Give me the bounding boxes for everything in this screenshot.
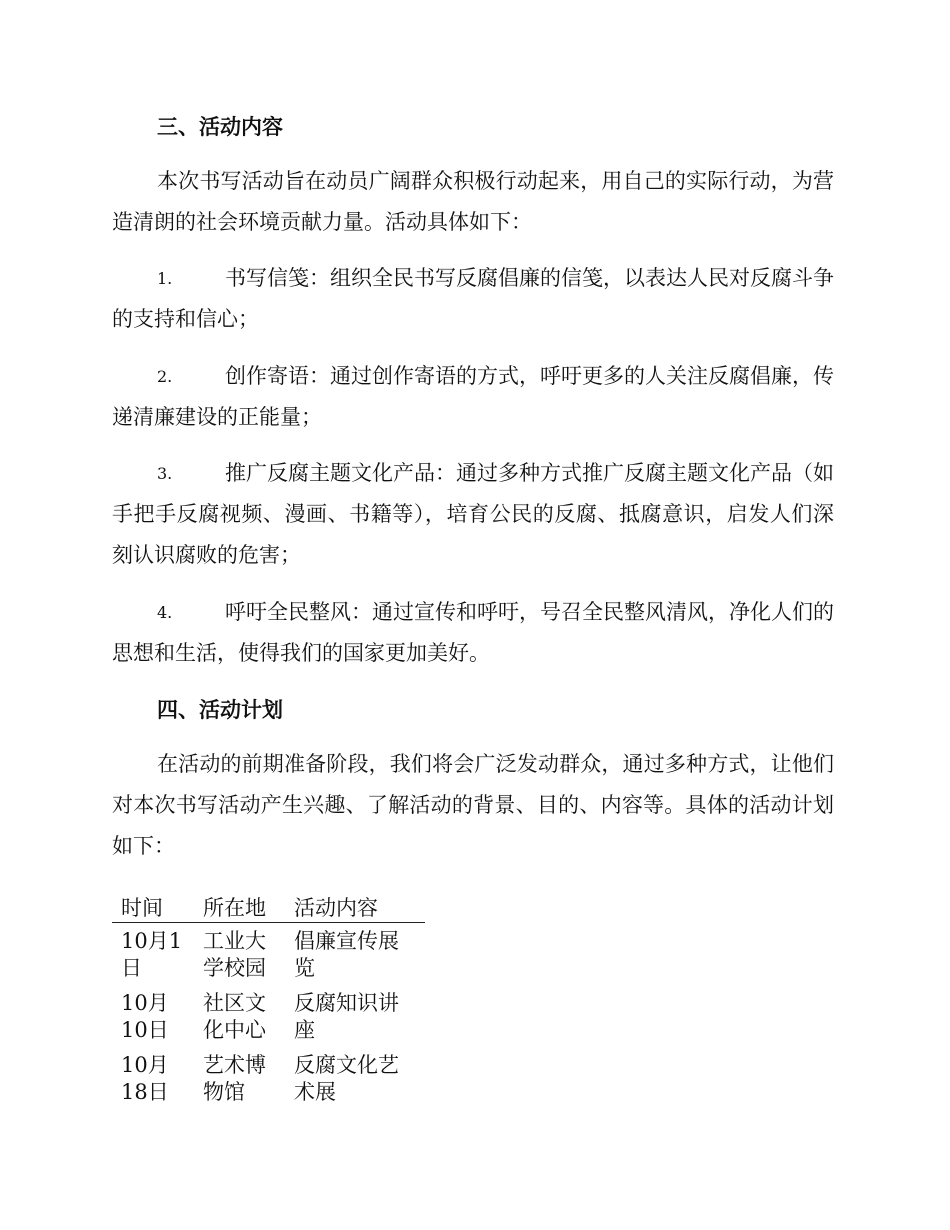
list-item-text: 推广反腐主题文化产品：通过多种方式推广反腐主题文化产品（如手把手反腐视频、漫画、书籍等），培育公民的反腐、抵腐意识，启发人们深刻认识腐败的危害； — [112, 461, 834, 567]
list-item-number: 2. — [157, 367, 173, 386]
cell-time: 10月10日 — [121, 991, 169, 1042]
cell-content: 反腐知识讲座 — [294, 991, 399, 1042]
column-header-time: 时间 — [121, 896, 163, 920]
list-item — [112, 356, 834, 438]
list-item — [112, 453, 834, 576]
table-row — [112, 1047, 425, 1109]
cell-time: 10月1日 — [121, 929, 183, 980]
column-header-content: 活动内容 — [294, 896, 378, 920]
section-heading-plan: 四、活动计划 — [157, 697, 283, 722]
section-intro-paragraph: 本次书写活动旨在动员广阔群众积极行动起来，用自己的实际行动，为营造清朗的社会环境贡献力量。活动具体如下： — [112, 169, 834, 234]
cell-place: 工业大学校园 — [203, 929, 266, 980]
list-item-number: 4. — [157, 603, 173, 622]
cell-place: 社区文化中心 — [203, 991, 266, 1042]
list-item-number: 3. — [157, 464, 173, 483]
cell-content: 倡廉宣传展览 — [294, 929, 399, 980]
list-item-text: 书写信笺：组织全民书写反腐倡廉的信笺，以表达人民对反腐斗争的支持和信心； — [112, 266, 834, 331]
cell-time: 10月18日 — [121, 1053, 169, 1104]
cell-place: 艺术博物馆 — [203, 1053, 266, 1104]
table-row — [112, 923, 425, 985]
list-item-number: 1. — [157, 269, 173, 288]
list-item-text: 呼吁全民整风：通过宣传和呼吁，号召全民整风清风，净化人们的思想和生活，使得我们的国家更加美好。 — [112, 600, 834, 665]
table-row — [112, 985, 425, 1047]
list-item-text: 创作寄语：通过创作寄语的方式，呼吁更多的人关注反腐倡廉，传递清廉建设的正能量； — [112, 364, 834, 429]
table-header — [112, 891, 425, 923]
plan-table — [112, 891, 425, 1109]
list-item — [112, 592, 834, 674]
cell-content: 反腐文化艺术展 — [294, 1053, 399, 1104]
section-heading-content: 三、活动内容 — [157, 114, 283, 139]
plan-intro-paragraph: 在活动的前期准备阶段，我们将会广泛发动群众，通过多种方式，让他们对本次书写活动产生兴趣、了解活动的背景、目的、内容等。具体的活动计划如下： — [112, 752, 834, 858]
column-header-place: 所在地 — [203, 896, 266, 920]
list-item — [112, 258, 834, 340]
